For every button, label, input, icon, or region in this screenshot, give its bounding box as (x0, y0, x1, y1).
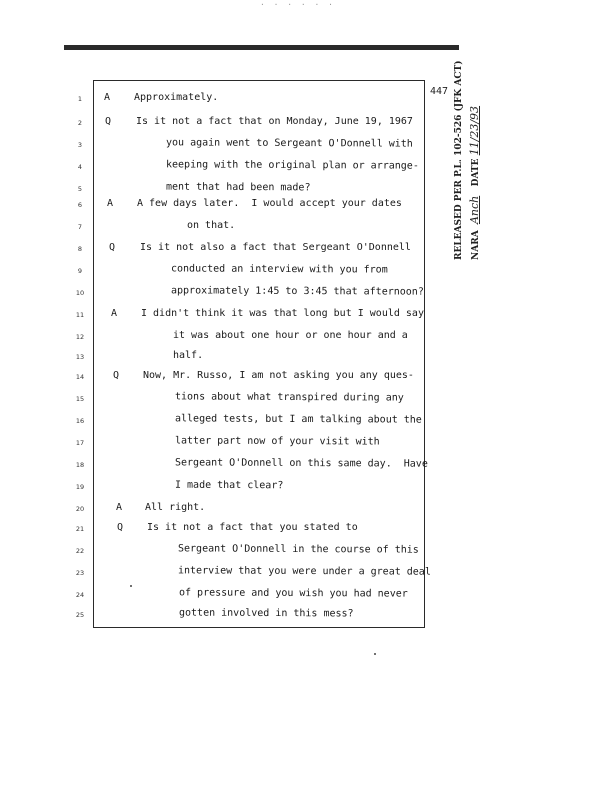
transcript-line (0, 286, 612, 306)
transcript-line (0, 116, 612, 136)
scan-speck (374, 653, 376, 655)
transcript-line (0, 198, 612, 218)
page-number: 447 (430, 86, 449, 97)
transcript-line (0, 138, 612, 158)
transcript-line (0, 242, 612, 262)
line-text: I didn't think it was that long but I would say (141, 308, 424, 319)
line-text: interview that you were under a great deal (177, 565, 431, 578)
line-text: tions about what transpired during any (174, 391, 404, 404)
release-date: 11/23/93 (468, 105, 481, 156)
line-number: 23 (75, 569, 85, 577)
line-text: All right. (145, 502, 206, 513)
line-number: 9 (77, 267, 83, 275)
line-text: you again went to Sergeant O'Donnell with (165, 137, 413, 150)
transcript-line (0, 436, 612, 456)
transcript-line (0, 330, 612, 350)
line-text: Is it not also a fact that Sergeant O'Donnell (140, 242, 411, 253)
speaker-label: A (111, 308, 118, 319)
line-number: 22 (75, 547, 85, 555)
transcript-line (0, 566, 612, 586)
date-label: DATE (471, 158, 481, 187)
line-text: alleged tests, but I am talking about the (174, 413, 422, 426)
line-text: conducted an interview with you from (170, 263, 388, 276)
line-number: 15 (75, 395, 85, 403)
line-number: 16 (75, 417, 85, 425)
line-number: 13 (75, 353, 85, 361)
line-number: 21 (75, 525, 85, 533)
line-number: 14 (75, 373, 85, 381)
transcript-line (0, 522, 612, 542)
line-text: I made that clear? (174, 479, 284, 492)
speaker-label: Q (105, 116, 112, 127)
line-text: A few days later. I would accept your dates (137, 198, 402, 209)
transcript-line (0, 458, 612, 478)
line-number: 1 (77, 95, 83, 103)
speaker-label: A (107, 198, 114, 209)
line-text: keeping with the original plan or arrange- (165, 159, 419, 172)
transcript-line (0, 350, 612, 370)
line-text: Sergeant O'Donnell on this same day. Have (174, 457, 428, 470)
transcript-line (0, 370, 612, 390)
reviewer-signature: Anch (468, 195, 481, 225)
line-text: half. (173, 350, 204, 361)
transcript-line (0, 588, 612, 608)
transcript-line (0, 308, 612, 328)
scan-speck (130, 585, 132, 587)
speaker-label: Q (117, 522, 124, 533)
line-text: on that. (187, 220, 236, 231)
line-text: ment that had been made? (165, 181, 311, 194)
line-number: 11 (75, 311, 85, 319)
speaker-label: A (116, 502, 123, 513)
line-number: 2 (77, 119, 83, 127)
speaker-label: Q (113, 370, 120, 381)
line-number: 25 (75, 611, 85, 619)
line-number: 19 (75, 483, 85, 491)
scan-artifact: · · · · · · (260, 0, 335, 9)
transcript-line (0, 480, 612, 500)
line-number: 24 (75, 591, 85, 599)
speaker-label: Q (109, 242, 116, 253)
line-text: gotten involved in this mess? (178, 607, 354, 620)
line-number: 20 (75, 505, 85, 513)
line-number: 12 (75, 333, 85, 341)
transcript-line (0, 264, 612, 284)
transcript-line (0, 220, 612, 240)
top-rule (64, 45, 459, 50)
transcript-line (0, 608, 612, 628)
nara-label: NARA (471, 230, 481, 260)
transcript-line (0, 392, 612, 412)
line-number: 8 (77, 245, 83, 253)
transcript-line (0, 92, 612, 112)
line-text: Is it not a fact that on Monday, June 19, 1967 (136, 116, 413, 127)
line-number: 5 (77, 185, 83, 193)
release-stamp-line1: RELEASED PER P.L. 102-526 (JFK ACT) (454, 60, 464, 260)
line-text: Approximately. (134, 92, 219, 103)
transcript-line (0, 544, 612, 564)
transcript-line (0, 414, 612, 434)
line-number: 18 (75, 461, 85, 469)
line-text: of pressure and you wish you had never (178, 587, 408, 600)
line-number: 4 (77, 163, 83, 171)
line-text: Sergeant O'Donnell in the course of this (177, 543, 419, 556)
line-text: it was about one hour or one hour and a (173, 330, 408, 341)
line-number: 3 (77, 141, 83, 149)
line-text: Is it not a fact that you stated to (147, 522, 358, 533)
line-number: 17 (75, 439, 85, 447)
line-text: Now, Mr. Russo, I am not asking you any ques- (143, 370, 414, 381)
line-number: 10 (75, 289, 85, 297)
line-text: latter part now of your visit with (174, 435, 380, 448)
line-number: 7 (77, 223, 83, 231)
speaker-label: A (104, 92, 111, 103)
line-text: approximately 1:45 to 3:45 that afternoon? (170, 285, 424, 298)
transcript-line (0, 502, 612, 522)
line-number: 6 (77, 201, 83, 209)
transcript-line (0, 160, 612, 180)
